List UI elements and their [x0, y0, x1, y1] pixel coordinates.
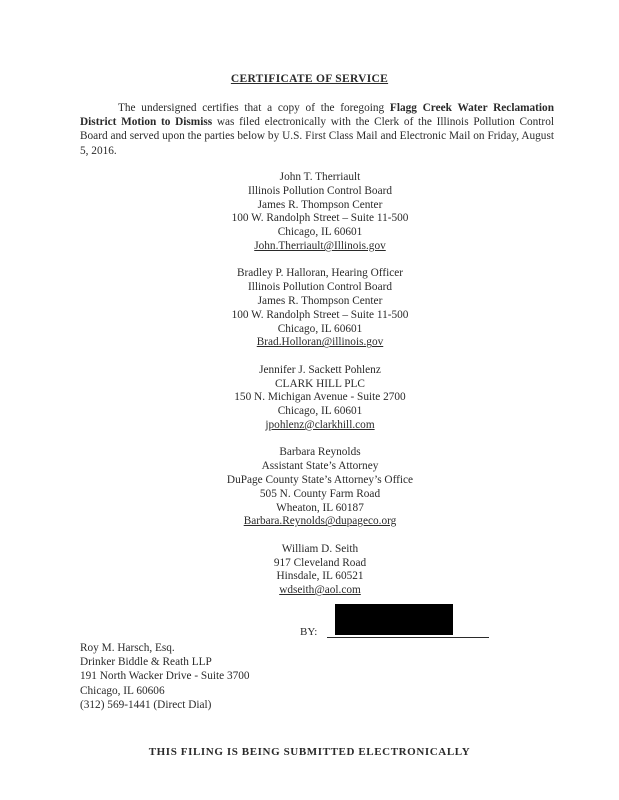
- recipient-block: [160, 171, 480, 254]
- intro-text-after: was filed electronically with the Clerk of the Illinois Pollution Control Board and served upon the parties below by U.S. First Class Mail and Electronic Mail on Friday, August 5, 2016.: [80, 116, 554, 157]
- recipient-address-line: Chicago, IL 60601: [277, 322, 363, 335]
- certification-paragraph: [80, 101, 554, 158]
- recipient-block: [160, 267, 480, 350]
- sender-address-line: Drinker Biddle & Reath LLP: [80, 656, 212, 669]
- certificate-title: CERTIFICATE OF SERVICE: [230, 73, 389, 85]
- recipient-address-line: James R. Thompson Center: [257, 198, 383, 211]
- signature-line: [327, 637, 489, 638]
- signature-block: [300, 602, 500, 638]
- recipient-block: [160, 543, 480, 598]
- recipient-address-line: 150 N. Michigan Avenue - Suite 2700: [234, 391, 406, 404]
- recipient-address-line: William D. Seith: [281, 542, 359, 555]
- recipient-block: [160, 364, 480, 433]
- recipient-block: [160, 446, 480, 529]
- motion-title: Flagg Creek Water Reclamation District Motion to Dismiss: [80, 102, 554, 129]
- recipient-address-line: 505 N. County Farm Road: [259, 487, 381, 500]
- recipient-address-line: John T. Therriault: [279, 171, 361, 183]
- recipient-address-line: Hinsdale, IL 60521: [276, 570, 364, 583]
- sender-block: [80, 641, 380, 712]
- recipient-address-line: Barbara Reynolds: [279, 446, 361, 459]
- filing-notice: THIS FILING IS BEING SUBMITTED ELECTRONICALLY: [148, 746, 471, 758]
- recipient-address-line: Chicago, IL 60601: [277, 405, 363, 418]
- recipient-email-link[interactable]: jpohlenz@clarkhill.com: [265, 418, 375, 431]
- recipient-address-line: Assistant State’s Attorney: [261, 460, 379, 473]
- service-list: [160, 171, 480, 611]
- sender-address-line: Chicago, IL 60606: [80, 684, 165, 697]
- signature-by-label: BY:: [300, 626, 318, 638]
- sender-address-line: Roy M. Harsch, Esq.: [80, 642, 175, 654]
- recipient-address-line: Wheaton, IL 60187: [276, 501, 364, 514]
- recipient-address-line: Chicago, IL 60601: [277, 226, 363, 239]
- recipient-email-link[interactable]: Barbara.Reynolds@dupageco.org: [243, 515, 397, 528]
- sender-address-line: (312) 569-1441 (Direct Dial): [80, 698, 212, 711]
- recipient-address-line: James R. Thompson Center: [257, 294, 383, 307]
- signature-redaction: [335, 604, 453, 635]
- recipient-email-link[interactable]: wdseith@aol.com: [279, 584, 361, 597]
- recipient-address-line: CLARK HILL PLC: [275, 377, 365, 390]
- recipient-address-line: 917 Cleveland Road: [273, 556, 367, 569]
- recipient-email-link[interactable]: John.Therriault@Illinois.gov: [254, 239, 386, 252]
- recipient-address-line: Illinois Pollution Control Board: [247, 281, 393, 294]
- recipient-address-line: 100 W. Randolph Street – Suite 11-500: [231, 212, 409, 225]
- recipient-address-line: 100 W. Randolph Street – Suite 11-500: [231, 308, 409, 321]
- recipient-address-line: Illinois Pollution Control Board: [247, 184, 393, 197]
- recipient-email-link[interactable]: Brad.Holloran@illinois.gov: [256, 336, 384, 349]
- recipient-address-line: Jennifer J. Sackett Pohlenz: [259, 363, 381, 376]
- recipient-address-line: DuPage County State’s Attorney’s Office: [226, 473, 414, 486]
- sender-address-line: 191 North Wacker Drive - Suite 3700: [80, 670, 250, 683]
- recipient-address-line: Bradley P. Halloran, Hearing Officer: [236, 267, 404, 280]
- intro-text-before: The undersigned certifies that a copy of the foregoing: [118, 102, 390, 114]
